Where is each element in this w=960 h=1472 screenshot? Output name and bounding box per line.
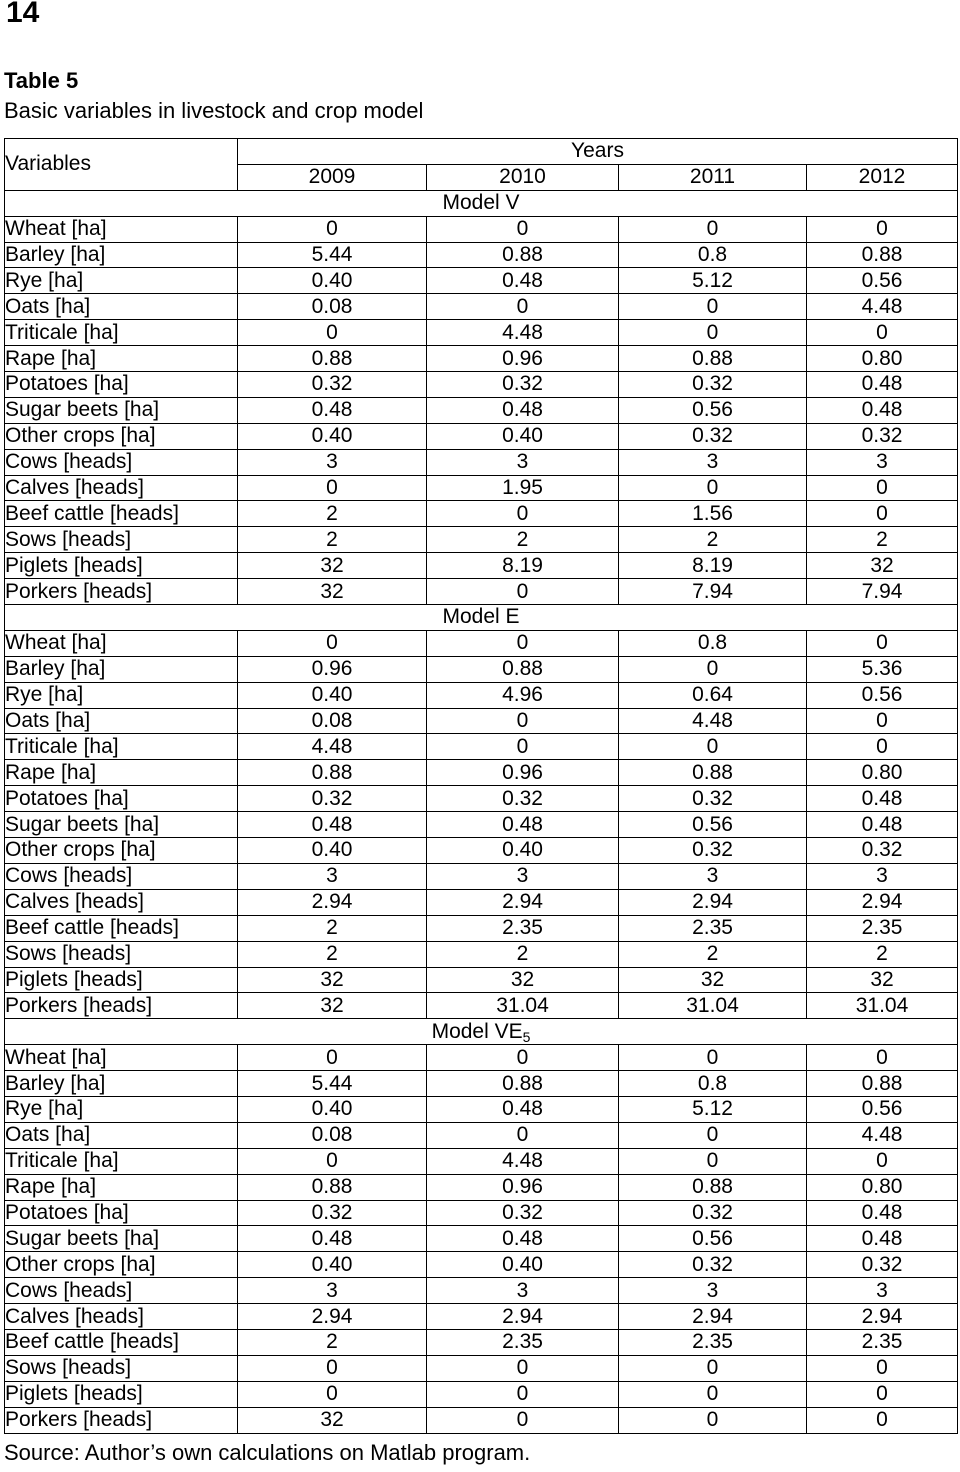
value-cell: 5.44	[238, 242, 427, 268]
value-cell: 32	[238, 579, 427, 605]
value-cell: 0.8	[619, 1071, 807, 1097]
variable-label: Rye [ha]	[5, 268, 238, 294]
variable-label: Oats [ha]	[5, 708, 238, 734]
table-row	[5, 397, 958, 423]
value-cell: 8.19	[619, 553, 807, 579]
value-cell: 0.64	[619, 682, 807, 708]
value-cell: 0.32	[619, 1252, 807, 1278]
value-cell: 0.56	[619, 812, 807, 838]
value-cell: 0.48	[427, 397, 619, 423]
value-cell: 31.04	[807, 993, 958, 1019]
value-cell: 0	[807, 216, 958, 242]
value-cell: 0.88	[807, 242, 958, 268]
value-cell: 0	[807, 501, 958, 527]
variable-label: Sows [heads]	[5, 527, 238, 553]
value-cell: 4.96	[427, 682, 619, 708]
table-row	[5, 1071, 958, 1097]
value-cell: 0	[807, 1045, 958, 1071]
section-title	[5, 190, 958, 216]
value-cell: 4.48	[807, 1122, 958, 1148]
table-row	[5, 294, 958, 320]
value-cell: 0.40	[238, 1096, 427, 1122]
value-cell: 0	[427, 630, 619, 656]
value-cell: 0.88	[238, 760, 427, 786]
table-row	[5, 889, 958, 915]
value-cell: 3	[619, 449, 807, 475]
table-row	[5, 967, 958, 993]
variable-label: Cows [heads]	[5, 1278, 238, 1304]
table-row	[5, 630, 958, 656]
value-cell: 0	[427, 294, 619, 320]
value-cell: 0.32	[238, 1200, 427, 1226]
value-cell: 2.94	[427, 889, 619, 915]
variable-label: Porkers [heads]	[5, 993, 238, 1019]
variable-label: Barley [ha]	[5, 242, 238, 268]
value-cell: 0	[427, 216, 619, 242]
value-cell: 0	[619, 294, 807, 320]
value-cell: 3	[807, 863, 958, 889]
value-cell: 0	[427, 1355, 619, 1381]
value-cell: 2	[619, 941, 807, 967]
table-row	[5, 786, 958, 812]
value-cell: 3	[619, 863, 807, 889]
table-row	[5, 993, 958, 1019]
value-cell: 0.8	[619, 242, 807, 268]
value-cell: 0.40	[238, 682, 427, 708]
header-years: Years	[238, 139, 958, 165]
value-cell: 3	[807, 1278, 958, 1304]
page-number: 14	[6, 0, 40, 29]
value-cell: 0.56	[807, 1096, 958, 1122]
header-year: 2009	[238, 164, 427, 190]
table-label: Table 5	[4, 68, 79, 93]
table-caption: Basic variables in livestock and crop model	[4, 98, 424, 123]
value-cell: 0.32	[807, 1252, 958, 1278]
value-cell: 0.56	[807, 268, 958, 294]
value-cell: 0	[619, 1381, 807, 1407]
value-cell: 0.48	[427, 812, 619, 838]
value-cell: 0	[619, 475, 807, 501]
value-cell: 31.04	[619, 993, 807, 1019]
value-cell: 0.08	[238, 294, 427, 320]
variable-label: Beef cattle [heads]	[5, 1329, 238, 1355]
value-cell: 0.96	[427, 1174, 619, 1200]
value-cell: 0	[619, 1355, 807, 1381]
section-title-subscript: 5	[522, 1028, 531, 1045]
table-row	[5, 863, 958, 889]
value-cell: 7.94	[619, 579, 807, 605]
variable-label: Cows [heads]	[5, 863, 238, 889]
table-row	[5, 1304, 958, 1330]
table-row	[5, 838, 958, 864]
value-cell: 0.80	[807, 760, 958, 786]
value-cell: 0	[238, 216, 427, 242]
value-cell: 0.48	[807, 786, 958, 812]
value-cell: 3	[427, 863, 619, 889]
table-row	[5, 216, 958, 242]
table-row	[5, 708, 958, 734]
table-row	[5, 1045, 958, 1071]
variable-label: Potatoes [ha]	[5, 1200, 238, 1226]
table-row	[5, 1407, 958, 1433]
value-cell: 1.95	[427, 475, 619, 501]
value-cell: 0.48	[807, 812, 958, 838]
value-cell: 2.35	[619, 915, 807, 941]
value-cell: 0.88	[427, 656, 619, 682]
value-cell: 0	[238, 1045, 427, 1071]
value-cell: 2.94	[619, 889, 807, 915]
value-cell: 32	[619, 967, 807, 993]
variable-label: Barley [ha]	[5, 656, 238, 682]
variable-label: Triticale [ha]	[5, 734, 238, 760]
header-year: 2010	[427, 164, 619, 190]
value-cell: 0.32	[427, 372, 619, 398]
value-cell: 0.88	[238, 1174, 427, 1200]
source-note: Source: Author’s own calculations on Matlab program.	[4, 1440, 531, 1465]
variable-label: Oats [ha]	[5, 294, 238, 320]
table-row	[5, 682, 958, 708]
value-cell: 2.35	[807, 915, 958, 941]
table-row	[5, 941, 958, 967]
value-cell: 4.48	[238, 734, 427, 760]
variable-label: Cows [heads]	[5, 449, 238, 475]
variable-label: Other crops [ha]	[5, 423, 238, 449]
value-cell: 0.48	[807, 372, 958, 398]
value-cell: 0	[807, 1407, 958, 1433]
variable-label: Rape [ha]	[5, 1174, 238, 1200]
variable-label: Sows [heads]	[5, 1355, 238, 1381]
value-cell: 2	[238, 527, 427, 553]
value-cell: 0	[427, 1122, 619, 1148]
value-cell: 2	[238, 501, 427, 527]
table-row	[5, 449, 958, 475]
value-cell: 5.12	[619, 268, 807, 294]
table-row	[5, 320, 958, 346]
value-cell: 0.48	[807, 1226, 958, 1252]
value-cell: 32	[238, 993, 427, 1019]
table-row	[5, 346, 958, 372]
variable-label: Barley [ha]	[5, 1071, 238, 1097]
value-cell: 4.48	[427, 320, 619, 346]
value-cell: 0.32	[238, 786, 427, 812]
value-cell: 5.12	[619, 1096, 807, 1122]
value-cell: 3	[427, 449, 619, 475]
value-cell: 0.32	[619, 786, 807, 812]
variable-label: Rape [ha]	[5, 346, 238, 372]
value-cell: 0.40	[238, 268, 427, 294]
value-cell: 0.88	[619, 1174, 807, 1200]
value-cell: 0	[427, 1381, 619, 1407]
value-cell: 0	[427, 1045, 619, 1071]
table-row	[5, 1355, 958, 1381]
value-cell: 0	[619, 1148, 807, 1174]
value-cell: 2	[807, 527, 958, 553]
variable-label: Sugar beets [ha]	[5, 812, 238, 838]
variable-label: Potatoes [ha]	[5, 786, 238, 812]
value-cell: 0.32	[619, 423, 807, 449]
section-header-row	[5, 605, 958, 631]
value-cell: 0	[807, 1381, 958, 1407]
table-row	[5, 372, 958, 398]
value-cell: 0.32	[427, 1200, 619, 1226]
value-cell: 4.48	[427, 1148, 619, 1174]
section-title-text: Model E	[442, 605, 520, 629]
section-title-text: Model V	[442, 191, 520, 215]
value-cell: 0.48	[238, 812, 427, 838]
value-cell: 0.8	[619, 630, 807, 656]
value-cell: 0.32	[619, 372, 807, 398]
variable-label: Wheat [ha]	[5, 1045, 238, 1071]
value-cell: 32	[238, 553, 427, 579]
value-cell: 3	[238, 449, 427, 475]
value-cell: 2.94	[238, 889, 427, 915]
value-cell: 2.35	[807, 1329, 958, 1355]
value-cell: 32	[427, 967, 619, 993]
value-cell: 0	[238, 320, 427, 346]
header-year: 2011	[619, 164, 807, 190]
value-cell: 0.32	[807, 423, 958, 449]
table-row	[5, 1096, 958, 1122]
value-cell: 2.35	[619, 1329, 807, 1355]
table-row	[5, 734, 958, 760]
value-cell: 1.56	[619, 501, 807, 527]
value-cell: 32	[238, 1407, 427, 1433]
value-cell: 0.48	[427, 1096, 619, 1122]
value-cell: 2	[619, 527, 807, 553]
table-row	[5, 915, 958, 941]
value-cell: 0.40	[238, 1252, 427, 1278]
value-cell: 2.94	[619, 1304, 807, 1330]
variable-label: Oats [ha]	[5, 1122, 238, 1148]
value-cell: 0.48	[238, 397, 427, 423]
value-cell: 0.48	[427, 268, 619, 294]
value-cell: 0	[427, 734, 619, 760]
table-row	[5, 423, 958, 449]
variable-label: Sows [heads]	[5, 941, 238, 967]
table-row	[5, 475, 958, 501]
value-cell: 0	[427, 579, 619, 605]
value-cell: 0.48	[807, 397, 958, 423]
table-row	[5, 656, 958, 682]
variable-label: Porkers [heads]	[5, 1407, 238, 1433]
variable-label: Other crops [ha]	[5, 838, 238, 864]
value-cell: 32	[807, 553, 958, 579]
value-cell: 0	[427, 501, 619, 527]
value-cell: 0	[807, 1355, 958, 1381]
table-row	[5, 553, 958, 579]
value-cell: 0	[238, 630, 427, 656]
variable-label: Piglets [heads]	[5, 553, 238, 579]
value-cell: 0.48	[238, 1226, 427, 1252]
value-cell: 2.94	[807, 889, 958, 915]
value-cell: 0.88	[427, 1071, 619, 1097]
variable-label: Calves [heads]	[5, 1304, 238, 1330]
value-cell: 0	[619, 1122, 807, 1148]
variable-label: Sugar beets [ha]	[5, 397, 238, 423]
variable-label: Other crops [ha]	[5, 1252, 238, 1278]
value-cell: 0.80	[807, 1174, 958, 1200]
value-cell: 2.94	[427, 1304, 619, 1330]
value-cell: 0.56	[807, 682, 958, 708]
table-row	[5, 1174, 958, 1200]
variable-label: Rye [ha]	[5, 1096, 238, 1122]
value-cell: 0.40	[427, 1252, 619, 1278]
variable-label: Triticale [ha]	[5, 320, 238, 346]
value-cell: 0	[619, 216, 807, 242]
value-cell: 0.32	[619, 838, 807, 864]
table-row	[5, 1252, 958, 1278]
section-title	[5, 1019, 958, 1045]
value-cell: 0.40	[427, 838, 619, 864]
value-cell: 0.88	[619, 760, 807, 786]
value-cell: 2.35	[427, 915, 619, 941]
value-cell: 0	[807, 320, 958, 346]
value-cell: 0	[427, 708, 619, 734]
value-cell: 5.44	[238, 1071, 427, 1097]
section-header-row	[5, 190, 958, 216]
section-header-row	[5, 1019, 958, 1045]
value-cell: 0	[238, 1355, 427, 1381]
value-cell: 0.48	[807, 1200, 958, 1226]
table-row	[5, 1278, 958, 1304]
value-cell: 0	[427, 1407, 619, 1433]
table-body	[5, 190, 958, 1433]
value-cell: 0	[807, 630, 958, 656]
variable-label: Wheat [ha]	[5, 216, 238, 242]
table-row	[5, 268, 958, 294]
value-cell: 2	[427, 527, 619, 553]
value-cell: 32	[238, 967, 427, 993]
value-cell: 0	[238, 1148, 427, 1174]
header-variables: Variables	[5, 139, 238, 191]
value-cell: 0	[238, 475, 427, 501]
value-cell: 0.08	[238, 708, 427, 734]
value-cell: 0.32	[619, 1200, 807, 1226]
value-cell: 0	[619, 1407, 807, 1433]
value-cell: 0	[619, 734, 807, 760]
data-table	[4, 138, 958, 1434]
value-cell: 0	[807, 1148, 958, 1174]
variable-label: Rye [ha]	[5, 682, 238, 708]
value-cell: 0	[619, 656, 807, 682]
variable-label: Beef cattle [heads]	[5, 501, 238, 527]
value-cell: 0.88	[238, 346, 427, 372]
table-row	[5, 760, 958, 786]
variable-label: Potatoes [ha]	[5, 372, 238, 398]
value-cell: 2	[238, 941, 427, 967]
value-cell: 2.35	[427, 1329, 619, 1355]
value-cell: 0.96	[238, 656, 427, 682]
value-cell: 0.96	[427, 760, 619, 786]
value-cell: 0.40	[238, 423, 427, 449]
table-row	[5, 1329, 958, 1355]
table-row	[5, 579, 958, 605]
value-cell: 0	[619, 320, 807, 346]
value-cell: 8.19	[427, 553, 619, 579]
value-cell: 0	[807, 734, 958, 760]
value-cell: 3	[238, 1278, 427, 1304]
value-cell: 0.88	[619, 346, 807, 372]
value-cell: 32	[807, 967, 958, 993]
value-cell: 0	[807, 475, 958, 501]
table-row	[5, 501, 958, 527]
header-year: 2012	[807, 164, 958, 190]
table-row	[5, 812, 958, 838]
table-row	[5, 1200, 958, 1226]
value-cell: 0	[238, 1381, 427, 1407]
header-row-years	[5, 139, 958, 165]
value-cell: 4.48	[807, 294, 958, 320]
value-cell: 0.56	[619, 397, 807, 423]
table-row	[5, 1226, 958, 1252]
value-cell: 0.08	[238, 1122, 427, 1148]
value-cell: 2	[238, 915, 427, 941]
value-cell: 7.94	[807, 579, 958, 605]
value-cell: 0.80	[807, 346, 958, 372]
value-cell: 2.94	[807, 1304, 958, 1330]
table-row	[5, 527, 958, 553]
value-cell: 3	[427, 1278, 619, 1304]
variable-label: Calves [heads]	[5, 475, 238, 501]
variable-label: Calves [heads]	[5, 889, 238, 915]
value-cell: 3	[807, 449, 958, 475]
value-cell: 0.96	[427, 346, 619, 372]
variable-label: Triticale [ha]	[5, 1148, 238, 1174]
variable-label: Piglets [heads]	[5, 967, 238, 993]
variable-label: Beef cattle [heads]	[5, 915, 238, 941]
value-cell: 0.88	[427, 242, 619, 268]
variable-label: Piglets [heads]	[5, 1381, 238, 1407]
value-cell: 0.56	[619, 1226, 807, 1252]
value-cell: 3	[619, 1278, 807, 1304]
table-row	[5, 1122, 958, 1148]
value-cell: 31.04	[427, 993, 619, 1019]
variable-label: Sugar beets [ha]	[5, 1226, 238, 1252]
value-cell: 5.36	[807, 656, 958, 682]
table-row	[5, 1381, 958, 1407]
table-row	[5, 1148, 958, 1174]
section-title-text: Model VE	[431, 1019, 523, 1043]
value-cell: 4.48	[619, 708, 807, 734]
value-cell: 0.40	[238, 838, 427, 864]
variable-label: Wheat [ha]	[5, 630, 238, 656]
value-cell: 0.32	[427, 786, 619, 812]
value-cell: 0.32	[238, 372, 427, 398]
value-cell: 0	[807, 708, 958, 734]
variable-label: Porkers [heads]	[5, 579, 238, 605]
value-cell: 0.88	[807, 1071, 958, 1097]
value-cell: 2.94	[238, 1304, 427, 1330]
variable-label: Rape [ha]	[5, 760, 238, 786]
value-cell: 2	[807, 941, 958, 967]
value-cell: 2	[238, 1329, 427, 1355]
value-cell: 0.48	[427, 1226, 619, 1252]
value-cell: 0.32	[807, 838, 958, 864]
value-cell: 0.40	[427, 423, 619, 449]
value-cell: 2	[427, 941, 619, 967]
value-cell: 3	[238, 863, 427, 889]
table-row	[5, 242, 958, 268]
value-cell: 0	[619, 1045, 807, 1071]
section-title	[5, 605, 958, 631]
